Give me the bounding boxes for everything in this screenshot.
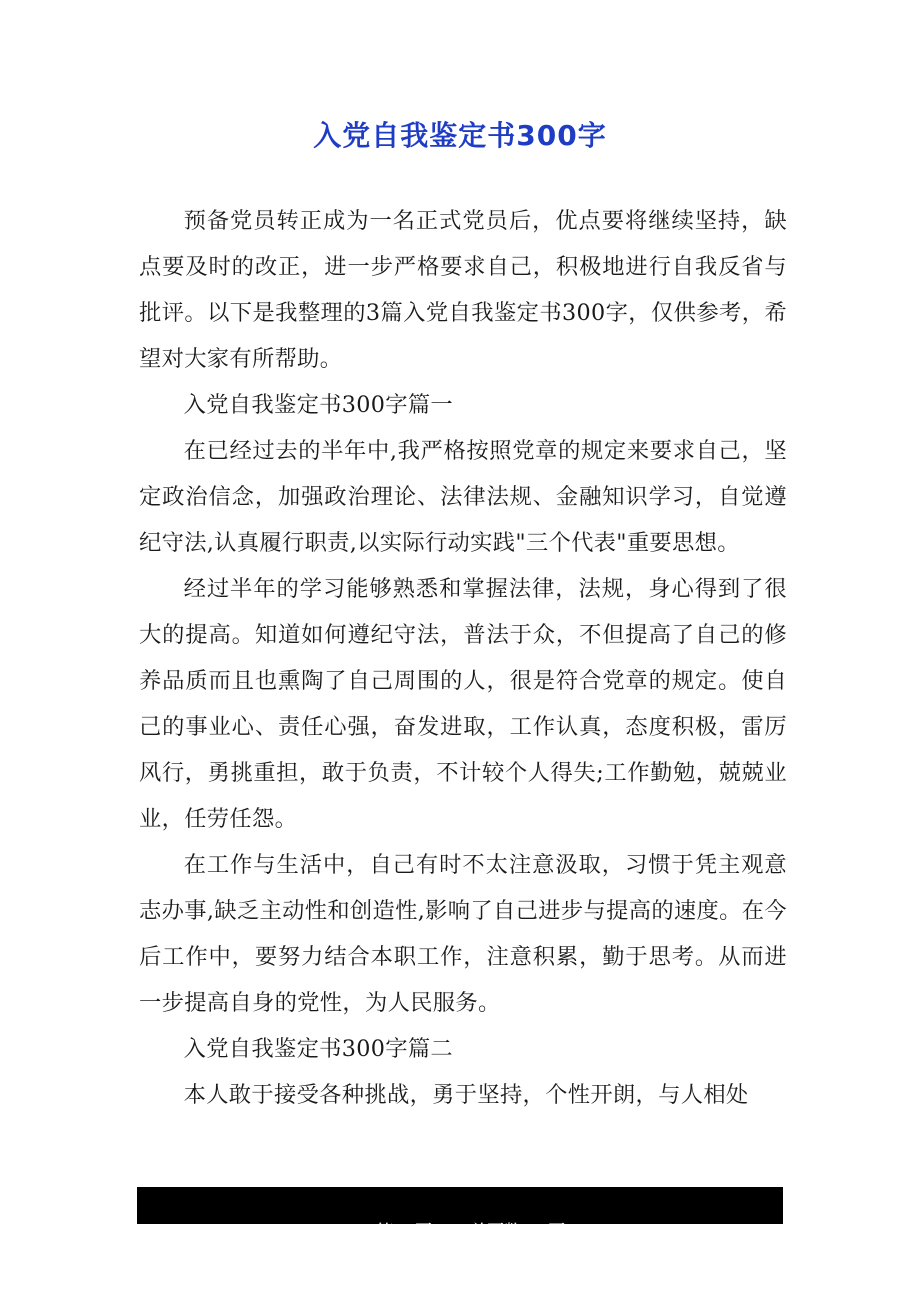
body-paragraph: 经过半年的学习能够熟悉和掌握法律，法规，身心得到了很大的提高。知道如何遵纪守法，普法于众，不但提高了自己的修养品质而且也熏陶了自己周围的人，很是符合党章的规定。使自己的事业心、责任心强，奋发进取，工作认真，态度积极，雷厉风行，勇挑重担，敢于负责，不计较个人得失;工作勤勉，兢兢业业，任劳任怨。: [139, 576, 787, 832]
body-paragraph: 本人敢于接受各种挑战，勇于坚持，个性开朗，与人相处: [183, 1082, 749, 1108]
body-paragraph: 在工作与生活中，自己有时不太注意汲取，习惯于凭主观意志办事,缺乏主动性和创造性,影响了自己进步与提高的速度。在今后工作中，要努力结合本职工作，注意积累，勤于思考。从而进一步提高自身的党性，为人民服务。: [139, 852, 787, 1016]
intro-paragraph: 预备党员转正成为一名正式党员后，优点要将继续坚持，缺点要及时的改正，进一步严格要求自己，积极地进行自我反省与批评。以下是我整理的3篇入党自我鉴定书300字，仅供参考，希望对大家有所帮助。: [139, 208, 787, 372]
body-paragraph: 在已经过去的半年中,我严格按照党章的规定来要求自己，坚定政治信念，加强政治理论、法律法规、金融知识学习，自觉遵纪守法,认真履行职责,以实际行动实践"三个代表"重要思想。: [139, 438, 787, 556]
page-footer: [137, 1187, 783, 1242]
document-body: [139, 198, 787, 1118]
section-heading-1: 入党自我鉴定书300字篇一: [183, 392, 454, 418]
section-heading-2: 入党自我鉴定书300字篇二: [183, 1036, 454, 1062]
page-number-text: 第 1 页 / 总页数 5 页: [376, 1222, 566, 1242]
document-title: 入党自我鉴定书300字: [313, 119, 607, 152]
